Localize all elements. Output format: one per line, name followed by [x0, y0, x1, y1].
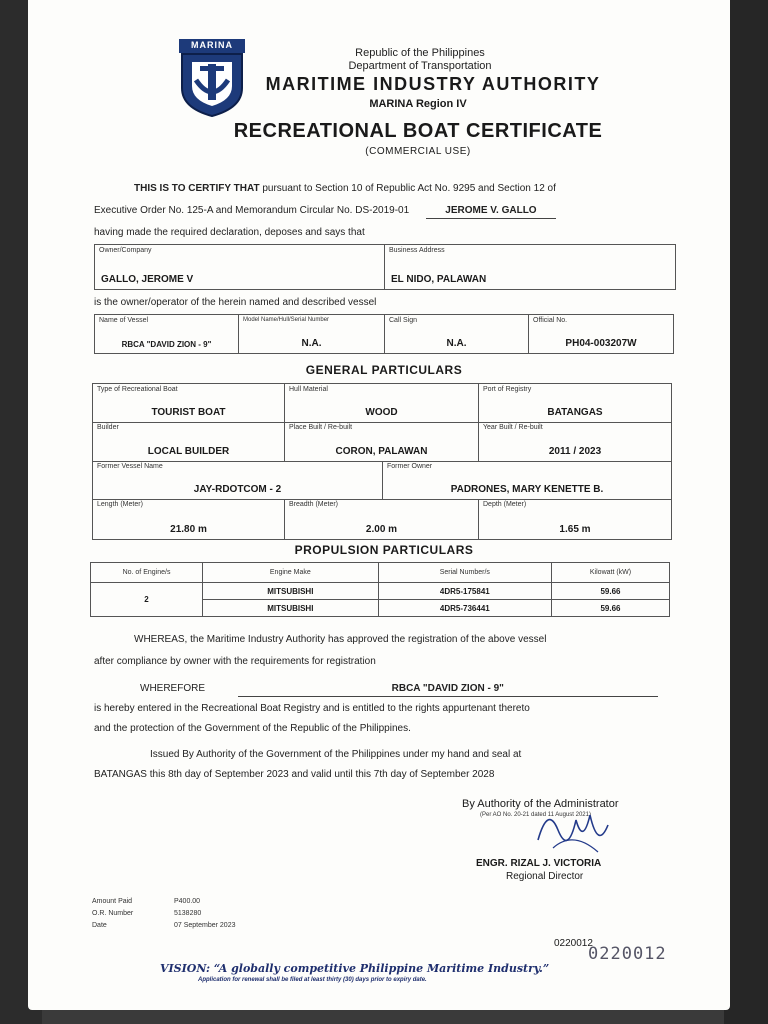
year-built-label: Year Built / Re-built [483, 424, 543, 431]
by-authority-line: By Authority of the Administrator [462, 798, 619, 810]
marina-logo-icon [178, 38, 246, 118]
general-row-1 [93, 384, 671, 423]
vision-statement: VISION: “A globally competitive Philippine Maritime Industry.” [160, 962, 550, 975]
certificate-title: RECREATIONAL BOAT CERTIFICATE [233, 120, 603, 142]
propulsion-header-serial: Serial Number/s [378, 563, 551, 583]
or-number-label: O.R. Number [92, 910, 134, 917]
date-label: Date [92, 922, 107, 929]
former-owner-value: PADRONES, MARY KENETTE B. [450, 484, 604, 495]
issued-line-2: BATANGAS this 8th day of September 2023 and valid until this 7th day of September 2028 [94, 769, 495, 780]
vessel-box [94, 314, 674, 354]
executive-order-text: Executive Order No. 125-A and Memorandum Circular No. DS-2019-01 [94, 205, 410, 216]
renewal-notice: Application for renewal shall be filed at least thirty (30) days prior to expiry date. [198, 977, 427, 983]
builder-cell [93, 422, 285, 461]
breadth-value: 2.00 m [365, 524, 398, 535]
former-name-label: Former Vessel Name [97, 463, 163, 470]
propulsion-header-kw: Kilowatt (kW) [552, 563, 670, 583]
engine-serial: 4DR5-175841 [378, 583, 551, 600]
authority-name: MARITIME INDUSTRY AUTHORITY [265, 74, 601, 94]
former-owner-label: Former Owner [387, 463, 433, 470]
certificate-sheet [28, 0, 730, 1010]
place-built-cell [285, 422, 479, 461]
engine-kw: 59.66 [552, 600, 670, 617]
propulsion-header-row [91, 563, 670, 583]
model-cell [239, 315, 385, 353]
builder-value: LOCAL BUILDER [147, 446, 230, 457]
wherefore-line [140, 682, 658, 697]
vessel-name-value: RBCA "DAVID ZION - 9" [121, 340, 212, 349]
wherefore-value: RBCA "DAVID ZION - 9" [238, 682, 658, 697]
address-label: Business Address [389, 247, 445, 254]
owner-value: GALLO, JEROME V [101, 274, 194, 285]
certify-rest: pursuant to Section 10 of Republic Act No. 9295 and Section 12 of [262, 183, 556, 194]
engine-serial: 4DR5-736441 [378, 600, 551, 617]
registry-line-1: is hereby entered in the Recreational Boat Registry and is entitled to the rights appurtenant thereto [94, 703, 530, 714]
owner-label: Owner/Company [99, 247, 152, 254]
vessel-name-label: Name of Vessel [99, 317, 149, 324]
owner-statement: is the owner/operator of the herein named and described vessel [94, 297, 377, 308]
general-row-4 [93, 499, 671, 539]
year-built-cell [479, 422, 671, 461]
authority-note: (Per AO No. 20-21 dated 11 August 2021) [480, 812, 591, 818]
call-sign-value: N.A. [446, 338, 467, 349]
owner-box [94, 244, 676, 290]
length-value: 21.80 m [170, 524, 207, 535]
amount-paid-value: P400.00 [174, 898, 201, 905]
call-sign-cell [385, 315, 529, 353]
department-line: Department of Transportation [348, 60, 492, 72]
engine-count: 2 [91, 583, 203, 617]
official-no-cell [529, 315, 673, 353]
breadth-label: Breadth (Meter) [289, 501, 339, 508]
general-row-3 [93, 461, 671, 500]
general-particulars-title: GENERAL PARTICULARS [305, 363, 463, 377]
address-cell [385, 245, 675, 289]
signature-icon [528, 800, 618, 860]
general-particulars-box [92, 383, 672, 540]
stamped-control-number: 0220012 [588, 944, 667, 964]
length-cell [93, 499, 285, 539]
declaration-line: having made the required declaration, deposes and says that [94, 227, 365, 238]
length-label: Length (Meter) [97, 501, 143, 508]
propulsion-row [91, 583, 670, 600]
engine-make: MITSUBISHI [203, 583, 379, 600]
wherefore-label: WHEREFORE [140, 683, 205, 694]
general-row-2 [93, 422, 671, 462]
place-built-value: CORON, PALAWAN [335, 446, 428, 457]
port-value: BATANGAS [547, 407, 603, 418]
official-no-label: Official No. [533, 317, 568, 324]
or-number-value: 5138280 [174, 910, 202, 917]
boat-type-cell [93, 384, 285, 422]
former-name-value: JAY-RDOTCOM - 2 [193, 484, 282, 495]
depth-value: 1.65 m [559, 524, 591, 535]
model-label: Model Name/Hull/Serial Number [243, 317, 330, 323]
former-name-cell [93, 461, 383, 499]
certify-paragraph [134, 182, 694, 196]
owner-cell [95, 245, 385, 289]
model-value: N.A. [301, 338, 322, 349]
whereas-line-2: after compliance by owner with the requirements for registration [94, 656, 376, 667]
certificate-subtitle: (COMMERCIAL USE) [365, 146, 471, 157]
depth-label: Depth (Meter) [483, 501, 527, 508]
applicant-name: JEROME V. GALLO [426, 204, 556, 219]
boat-type-value: TOURIST BOAT [151, 407, 226, 418]
executive-order-line [94, 204, 694, 219]
hull-value: WOOD [365, 407, 398, 418]
propulsion-header-engines: No. of Engine/s [91, 563, 203, 583]
address-value: EL NIDO, PALAWAN [391, 274, 487, 285]
signatory-position: Regional Director [506, 871, 584, 882]
propulsion-table [90, 562, 670, 617]
hull-cell [285, 384, 479, 422]
background-right-edge [724, 0, 768, 1024]
breadth-cell [285, 499, 479, 539]
control-number: 0220012 [554, 938, 593, 949]
propulsion-particulars-title: PROPULSION PARTICULARS [294, 543, 474, 557]
certify-lead: THIS IS TO CERTIFY THAT [134, 183, 260, 194]
call-sign-label: Call Sign [389, 317, 418, 324]
registry-line-2: and the protection of the Government of the Republic of the Philippines. [94, 723, 411, 734]
amount-paid-label: Amount Paid [92, 898, 133, 905]
hull-label: Hull Material [289, 386, 328, 393]
official-no-value: PH04-003207W [565, 338, 637, 349]
logo-text: MARINA [191, 40, 233, 50]
port-label: Port of Registry [483, 386, 532, 393]
date-value: 07 September 2023 [174, 922, 236, 929]
boat-type-label: Type of Recreational Boat [97, 386, 178, 393]
issued-line-1: Issued By Authority of the Government of the Philippines under my hand and seal at [150, 749, 522, 760]
vessel-name-cell [95, 315, 239, 353]
signatory-name: ENGR. RIZAL J. VICTORIA [476, 858, 602, 869]
depth-cell [479, 499, 671, 539]
engine-make: MITSUBISHI [203, 600, 379, 617]
port-cell [479, 384, 671, 422]
builder-label: Builder [97, 424, 119, 431]
former-owner-cell [383, 461, 671, 499]
republic-line: Republic of the Philippines [355, 47, 485, 59]
whereas-line-1: WHEREAS, the Maritime Industry Authority has approved the registration of the above vessel [134, 634, 547, 645]
engine-kw: 59.66 [552, 583, 670, 600]
propulsion-header-make: Engine Make [203, 563, 379, 583]
place-built-label: Place Built / Re-built [289, 424, 353, 431]
region-name: MARINA Region IV [369, 98, 467, 110]
year-built-value: 2011 / 2023 [548, 446, 602, 457]
